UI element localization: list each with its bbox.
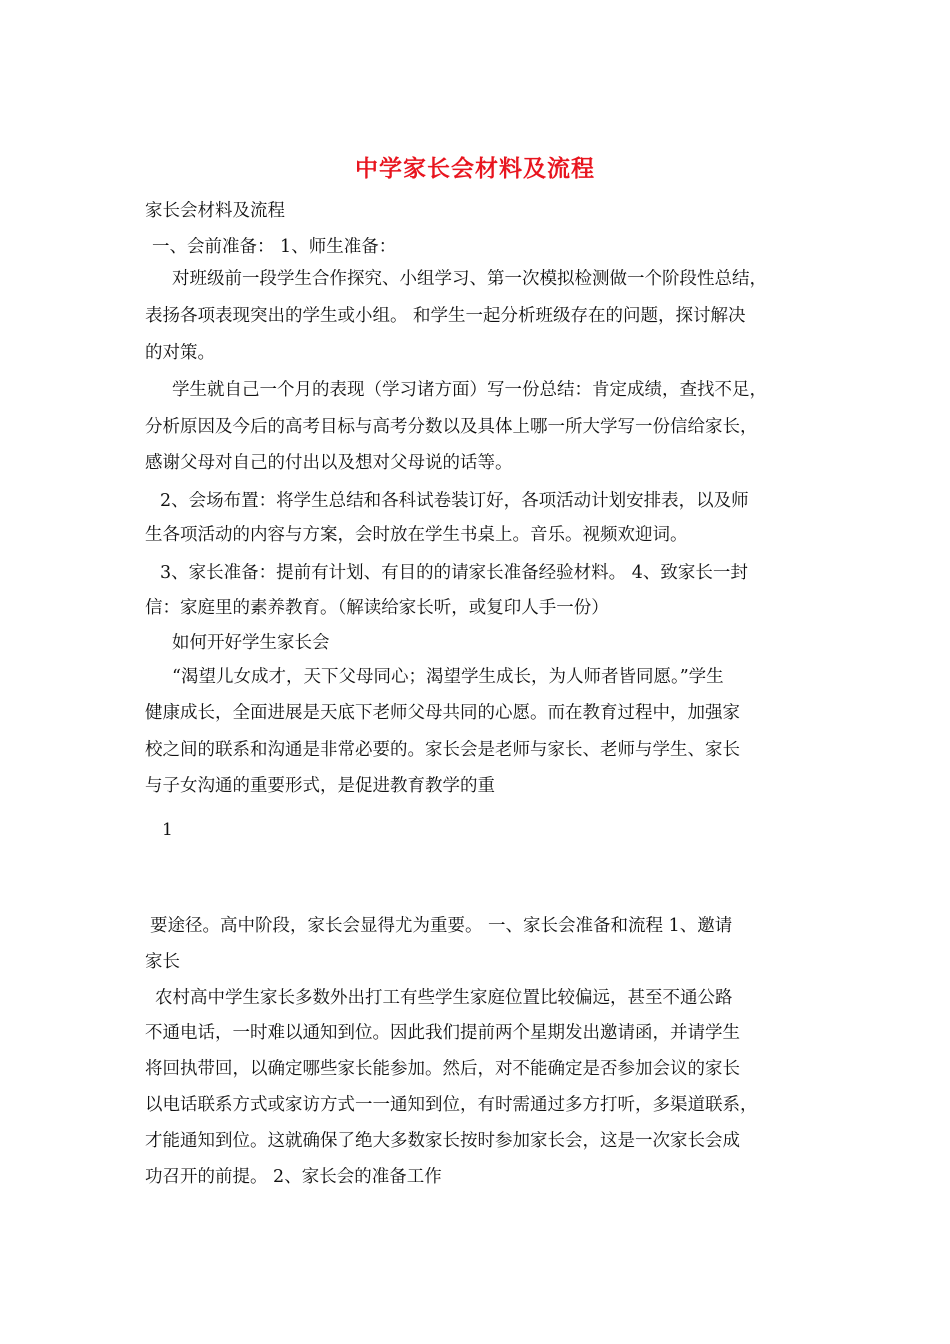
document-title: 中学家长会材料及流程	[355, 155, 595, 182]
text-line: 对班级前一段学生合作探究、小组学习、第一次模拟检测做一个阶段性总结，	[172, 269, 767, 289]
text-line: 将回执带回，以确定哪些家长能参加。然后，对不能确定是否参加会议的家长	[145, 1059, 740, 1079]
text-line: 以电话联系方式或家访方式一一通知到位，有时需通过多方打听，多渠道联系，	[145, 1095, 758, 1115]
text-line: 一、会前准备： 1、师生准备：	[152, 237, 397, 257]
text-line: “渴望儿女成才，天下父母同心；渴望学生成长，为人师者皆同愿。”学生	[172, 667, 724, 687]
text-line: 校之间的联系和沟通是非常必要的。家长会是老师与家长、老师与学生、家长	[145, 740, 740, 760]
text-line: 功召开的前提。 2、家长会的准备工作	[145, 1167, 442, 1187]
text-line: 不通电话，一时难以通知到位。因此我们提前两个星期发出邀请函，并请学生	[145, 1023, 740, 1043]
text-line: 农村高中学生家长多数外出打工有些学生家庭位置比较偏远，甚至不通公路	[155, 988, 733, 1008]
text-line: 感谢父母对自己的付出以及想对父母说的话等。	[145, 453, 513, 473]
text-line: 学生就自己一个月的表现（学习诸方面）写一份总结：肯定成绩，查找不足，	[172, 380, 767, 400]
text-line: 生各项活动的内容与方案，会时放在学生书桌上。音乐。视频欢迎词。	[145, 525, 688, 545]
page-number: 1	[162, 820, 173, 840]
text-line: 家长会材料及流程	[145, 201, 285, 221]
text-line: 才能通知到位。这就确保了绝大多数家长按时参加家长会，这是一次家长会成	[145, 1131, 740, 1151]
text-line: 信：家庭里的素养教育。（解读给家长听，或复印人手一份）	[145, 598, 609, 618]
text-line: 2、会场布置：将学生总结和各科试卷装订好，各项活动计划安排表，以及师	[160, 491, 749, 511]
text-line: 要途径。高中阶段，家长会显得尤为重要。 一、家长会准备和流程 1、邀请	[150, 916, 733, 936]
text-line: 表扬各项表现突出的学生或小组。 和学生一起分析班级存在的问题，探讨解决	[145, 306, 746, 326]
text-line: 3、家长准备：提前有计划、有目的的请家长准备经验材料。 4、致家长一封	[160, 563, 748, 583]
text-line: 的对策。	[145, 343, 215, 363]
text-line: 如何开好学生家长会	[172, 633, 330, 653]
text-line: 与子女沟通的重要形式，是促进教育教学的重	[145, 776, 495, 796]
text-line: 分析原因及今后的高考目标与高考分数以及具体上哪一所大学写一份信给家长，	[145, 417, 758, 437]
text-line: 健康成长，全面进展是天底下老师父母共同的心愿。而在教育过程中，加强家	[145, 703, 740, 723]
text-line: 家长	[145, 952, 180, 972]
